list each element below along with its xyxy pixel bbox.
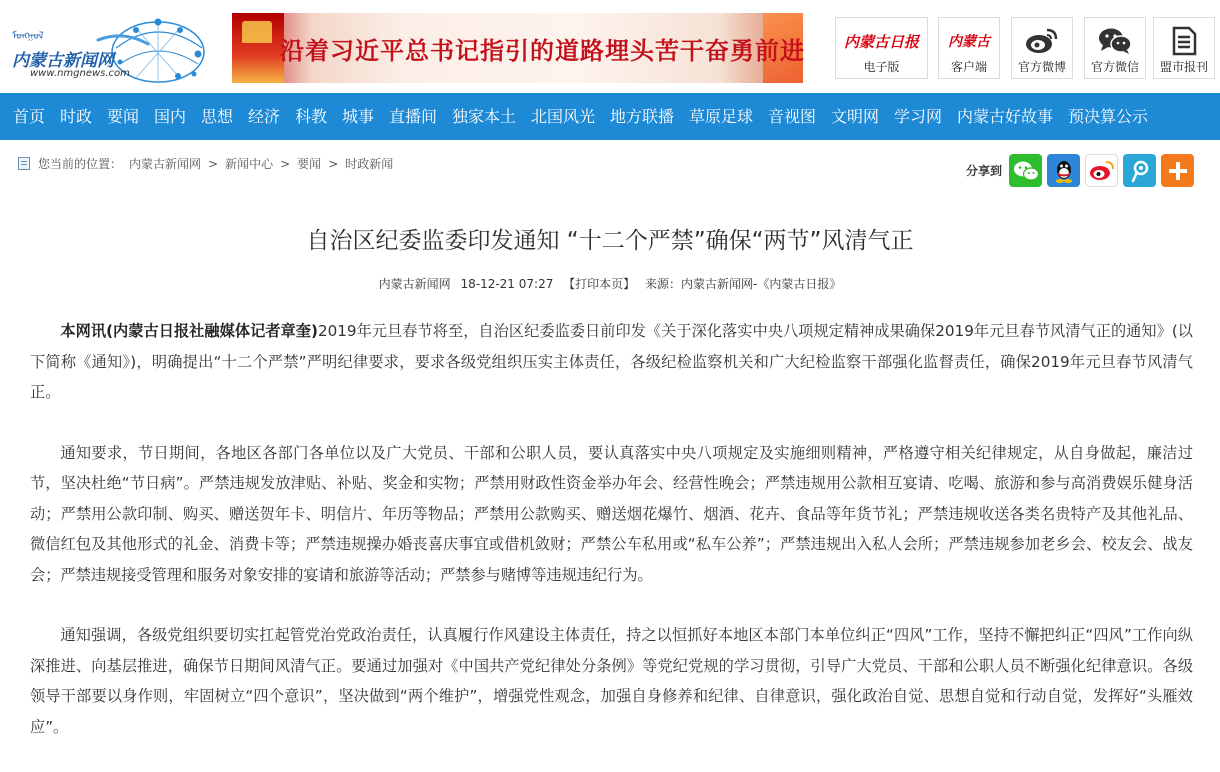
article-paragraph: 通知强调，各级党组织要切实扛起管党治党政治责任，认真履行作风建设主体责任，持之以恒抓好本地区本部门本单位纠正“四风”工作，坚持不懈把纠正“四风”工作向纵深推进、向基层推进，确保节日期间风清气正。要通过加强对《中国共产党纪律处分条例》等党纪党规的学习贯彻，引导广大党员、干部和公职人员不断强化纪律意识。各级领导干部要以身作则，牢固树立“四个意识”，坚决做到“两个维护”，增强党性观念，加强自身修养和纪律、自律意识，强化政治自觉、思想自觉和行动自觉，发挥好“头雁效应”。 [30,626,1193,736]
document-icon [1154,26,1214,56]
wechat-icon [1085,26,1145,56]
article-datetime: 18-12-21 07:27 [460,277,554,291]
main-nav [0,93,1220,140]
newspaper-logo-icon: 内蒙古日报 [843,32,919,51]
nav-item[interactable]: 学习网 [894,107,943,126]
share-more-icon[interactable] [1161,154,1194,187]
article-paragraph [30,316,1193,408]
article-title: 自治区纪委监委印发通知 “十二个严禁”确保“两节”风清气正 [306,228,914,254]
nav-item[interactable]: 直播间 [389,107,438,126]
breadcrumb-separator: > [280,157,291,171]
site-logo[interactable] [8,18,208,90]
nav-item[interactable]: 思想 [201,107,234,126]
tool-epaper[interactable] [835,17,928,79]
location-doc-icon [18,157,30,170]
tool-label: 官方微博 [1017,60,1066,74]
tool-weibo[interactable] [1011,17,1073,79]
share-wechat-icon[interactable] [1009,154,1042,187]
article-lead: 本网讯(内蒙古日报社融媒体记者章奎) [60,322,318,340]
nav-item[interactable]: 首页 [13,107,46,126]
article-source-site: 内蒙古新闻网 [378,277,451,291]
article-body [30,316,1193,772]
tool-label: 电子版 [863,60,900,74]
tiananmen-image [232,13,284,83]
nav-item[interactable]: 时政 [60,107,93,126]
nav-item[interactable]: 要闻 [107,107,140,126]
nav-item[interactable]: 科教 [295,107,328,126]
nav-item[interactable]: 预决算公示 [1068,107,1149,126]
breadcrumb [18,155,400,171]
tool-label: 盟市报刊 [1159,60,1208,74]
nav-item[interactable]: 音视图 [768,107,817,126]
nav-item[interactable]: 草原足球 [689,107,754,126]
tool-wechat[interactable] [1084,17,1146,79]
article-paragraph-text: 2019年元旦春节将至，自治区纪委监委日前印发《关于深化落实中央八项规定精神成果确保2019年元旦春节风清气正的通知》(以下简称《通知》)，明确提出“十二个严禁”严明纪律要求，要求各级党组织压实主体责任，各级纪检监察机关和广大纪检监察干部强化监督责任，确保2019年元旦春节风清气正。 [30,322,1193,401]
share-tencent-weibo-icon[interactable] [1123,154,1156,187]
breadcrumb-link[interactable]: 时政新闻 [345,157,394,171]
nav-item[interactable]: 文明网 [831,107,880,126]
tool-label: 官方微信 [1090,60,1139,74]
nav-item[interactable]: 国内 [154,107,187,126]
tool-app[interactable] [938,17,1000,79]
nav-item[interactable]: 经济 [248,107,281,126]
share-weibo-icon[interactable] [1085,154,1118,187]
tool-label: 客户端 [950,60,987,74]
breadcrumb-link[interactable]: 新闻中心 [225,157,274,171]
nav-item[interactable]: 独家本土 [452,107,517,126]
print-link[interactable]: 【打印本页】 [563,277,636,291]
logo-mongolian-text: ᠮᠣᠩᠭᠣᠯ [12,31,44,42]
share-label: 分享到 [966,164,1003,178]
logo-name: 内蒙古新闻网 [12,51,114,71]
breadcrumb-separator: > [328,157,339,171]
breadcrumb-link[interactable]: 要闻 [297,157,322,171]
nav-item[interactable]: 内蒙古好故事 [957,107,1054,126]
logo-url: www.nmgnews.com [30,68,130,79]
article-source: 来源：内蒙古新闻网-《内蒙古日报》 [645,277,842,291]
weibo-icon [1012,26,1072,56]
tool-papers[interactable] [1153,17,1215,79]
nav-item[interactable]: 城事 [342,107,375,126]
app-logo-icon: 内蒙古 [948,34,990,50]
top-banner[interactable] [232,13,803,83]
banner-slogan: 沿着习近平总书记指引的道路埋头苦干奋勇前进 [280,36,805,65]
nav-item[interactable]: 北国风光 [531,107,596,126]
article-meta [0,275,1220,292]
site-header [0,0,1220,93]
breadcrumb-link[interactable]: 内蒙古新闻网 [129,157,202,171]
breadcrumb-separator: > [208,157,219,171]
breadcrumb-prefix: 您当前的位置： [38,157,123,171]
share-qq-icon[interactable] [1047,154,1080,187]
article-paragraph: 通知要求，节日期间，各地区各部门各单位以及广大党员、干部和公职人员，要认真落实中央八项规定及实施细则精神，严格遵守相关纪律规定，从自身做起，廉洁过节，坚决杜绝“节日病”。严禁违规发放津贴、补贴、奖金和实物；严禁用财政性资金举办年会、经营性晚会；严禁违规用公款相互宴请、吃喝、旅游和参与高消费娱乐健身活动；严禁用公款印制、购买、赠送贺年卡、明信片、年历等物品；严禁用公款购买、赠送烟花爆竹、烟酒、花卉、食品等年货节礼；严禁违规收送各类名贵特产及其他礼品、微信红包及其他形式的礼金、消费卡等；严禁违规操办婚丧喜庆事宜或借机敛财；严禁公车私用或“私车公养”；严禁违规出入私人会所；严禁违规参加老乡会、校友会、战友会；严禁违规接受管理和服务对象安排的宴请和旅游等活动；严禁参与赌博等违规违纪行为。 [30,443,1193,584]
nav-item[interactable]: 地方联播 [610,107,675,126]
